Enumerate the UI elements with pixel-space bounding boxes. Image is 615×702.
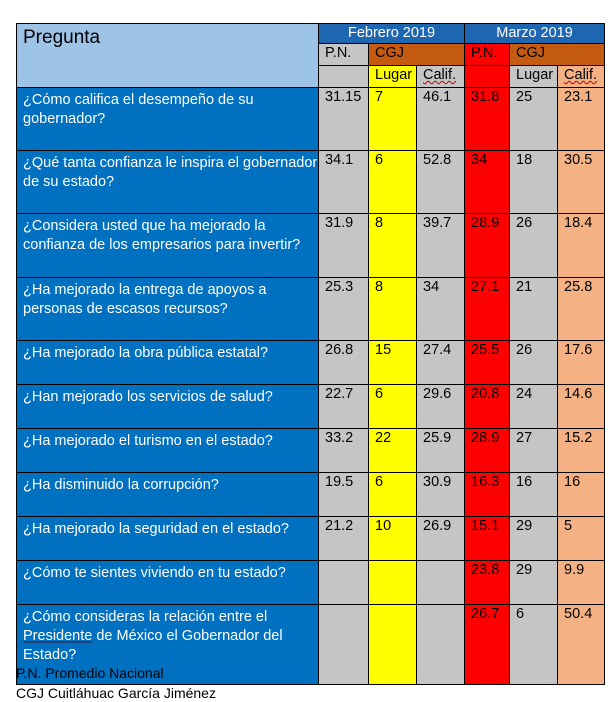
question-cell: ¿Han mejorado los servicios de salud? xyxy=(17,385,319,429)
feb-pn-cell: 19.5 xyxy=(319,473,369,517)
feb-lugar-cell: 8 xyxy=(369,214,417,278)
mar-lugar-cell: 26 xyxy=(510,341,558,385)
mar-calif-cell: 25.8 xyxy=(558,278,605,341)
mar-lugar-cell: 27 xyxy=(510,429,558,473)
header-mar-pn-blank xyxy=(465,66,510,88)
header-mar-calif-text: Calif. xyxy=(564,67,598,83)
header-pregunta: Pregunta xyxy=(17,24,319,88)
feb-calif-cell: 39.7 xyxy=(417,214,465,278)
table-row xyxy=(17,473,605,517)
feb-calif-cell: 29.6 xyxy=(417,385,465,429)
table-row xyxy=(17,517,605,561)
question-text: ¿Cómo consideras la relación entre el xyxy=(23,609,268,625)
feb-calif-cell xyxy=(417,605,465,685)
feb-pn-cell: 31.15 xyxy=(319,88,369,151)
table-row xyxy=(17,429,605,473)
feb-lugar-cell: 8 xyxy=(369,278,417,341)
mar-calif-cell: 18.4 xyxy=(558,214,605,278)
mar-pn-cell: 25.5 xyxy=(465,341,510,385)
mar-pn-cell: 28.9 xyxy=(465,429,510,473)
feb-lugar-cell xyxy=(369,561,417,605)
mar-lugar-cell: 29 xyxy=(510,517,558,561)
feb-pn-cell: 25.3 xyxy=(319,278,369,341)
feb-lugar-cell: 15 xyxy=(369,341,417,385)
question-cell: ¿Ha mejorado la obra pública estatal? xyxy=(17,341,319,385)
header-mar-pn: P.N. xyxy=(465,44,510,66)
table-row xyxy=(17,88,605,151)
mar-pn-cell: 27.1 xyxy=(465,278,510,341)
mar-pn-cell: 15.1 xyxy=(465,517,510,561)
question-cell: ¿Cómo califica el desempeño de su gobernador? xyxy=(17,88,319,151)
feb-pn-cell: 33.2 xyxy=(319,429,369,473)
feb-pn-cell: 31.9 xyxy=(319,214,369,278)
mar-lugar-cell: 18 xyxy=(510,151,558,214)
feb-pn-cell: 22.7 xyxy=(319,385,369,429)
mar-calif-cell: 16 xyxy=(558,473,605,517)
mar-lugar-cell: 26 xyxy=(510,214,558,278)
feb-calif-cell: 34 xyxy=(417,278,465,341)
header-feb-lugar: Lugar xyxy=(369,66,417,88)
mar-pn-cell: 34 xyxy=(465,151,510,214)
mar-pn-cell: 20.8 xyxy=(465,385,510,429)
question-text-underlined: Presidente xyxy=(23,628,93,644)
header-mar-lugar: Lugar xyxy=(510,66,558,88)
table-row xyxy=(17,214,605,278)
feb-lugar-cell: 6 xyxy=(369,385,417,429)
header-feb-calif-text: Calif. xyxy=(423,67,457,83)
mar-lugar-cell: 21 xyxy=(510,278,558,341)
feb-calif-cell: 46.1 xyxy=(417,88,465,151)
table-row xyxy=(17,278,605,341)
feb-pn-cell: 26.8 xyxy=(319,341,369,385)
feb-lugar-cell xyxy=(369,605,417,685)
feb-pn-cell xyxy=(319,561,369,605)
feb-calif-cell: 26.9 xyxy=(417,517,465,561)
feb-lugar-cell: 22 xyxy=(369,429,417,473)
mar-calif-cell: 9.9 xyxy=(558,561,605,605)
header-feb-cgj: CGJ xyxy=(369,44,465,66)
table-row xyxy=(17,151,605,214)
mar-calif-cell: 50.4 xyxy=(558,605,605,685)
question-cell: ¿Ha mejorado el turismo en el estado? xyxy=(17,429,319,473)
mar-pn-cell: 16.3 xyxy=(465,473,510,517)
note-pn: P.N. Promedio Nacional xyxy=(16,665,164,681)
note-cgj: CGJ Cuitláhuac García Jiménez xyxy=(16,685,216,701)
header-feb-pn: P.N. xyxy=(319,44,369,66)
question-cell: ¿Qué tanta confianza le inspira el gobernador de su estado? xyxy=(17,151,319,214)
mar-lugar-cell: 6 xyxy=(510,605,558,685)
feb-lugar-cell: 6 xyxy=(369,151,417,214)
mar-pn-cell: 31.8 xyxy=(465,88,510,151)
mar-calif-cell: 30.5 xyxy=(558,151,605,214)
mar-lugar-cell: 24 xyxy=(510,385,558,429)
feb-calif-cell: 52.8 xyxy=(417,151,465,214)
feb-pn-cell xyxy=(319,605,369,685)
question-text-end: de México el Gobernador del Estado? xyxy=(23,628,283,663)
feb-calif-cell xyxy=(417,561,465,605)
feb-pn-cell: 34.1 xyxy=(319,151,369,214)
header-feb-pn-blank xyxy=(319,66,369,88)
question-cell: ¿Ha disminuido la corrupción? xyxy=(17,473,319,517)
survey-table xyxy=(16,23,605,685)
feb-calif-cell: 27.4 xyxy=(417,341,465,385)
mar-calif-cell: 14.6 xyxy=(558,385,605,429)
mar-lugar-cell: 16 xyxy=(510,473,558,517)
mar-calif-cell: 5 xyxy=(558,517,605,561)
mar-lugar-cell: 29 xyxy=(510,561,558,605)
header-mar-cgj: CGJ xyxy=(510,44,605,66)
header-feb-calif xyxy=(417,66,465,88)
feb-lugar-cell: 7 xyxy=(369,88,417,151)
mar-calif-cell: 17.6 xyxy=(558,341,605,385)
question-cell: ¿Ha mejorado la seguridad en el estado? xyxy=(17,517,319,561)
mar-pn-cell: 28.9 xyxy=(465,214,510,278)
mar-lugar-cell: 25 xyxy=(510,88,558,151)
table-row xyxy=(17,561,605,605)
feb-lugar-cell: 10 xyxy=(369,517,417,561)
mar-calif-cell: 15.2 xyxy=(558,429,605,473)
mar-calif-cell: 23.1 xyxy=(558,88,605,151)
mar-pn-cell: 26.7 xyxy=(465,605,510,685)
header-mar-calif xyxy=(558,66,605,88)
feb-calif-cell: 25.9 xyxy=(417,429,465,473)
feb-calif-cell: 30.9 xyxy=(417,473,465,517)
table-row xyxy=(17,341,605,385)
question-cell: ¿Ha mejorado la entrega de apoyos a personas de escasos recursos? xyxy=(17,278,319,341)
feb-lugar-cell: 6 xyxy=(369,473,417,517)
feb-pn-cell: 21.2 xyxy=(319,517,369,561)
question-cell: ¿Considera usted que ha mejorado la confianza de los empresarios para invertir? xyxy=(17,214,319,278)
question-cell: ¿Cómo te sientes viviendo en tu estado? xyxy=(17,561,319,605)
table-row xyxy=(17,385,605,429)
header-marzo: Marzo 2019 xyxy=(465,24,605,44)
header-febrero: Febrero 2019 xyxy=(319,24,465,44)
mar-pn-cell: 23.8 xyxy=(465,561,510,605)
